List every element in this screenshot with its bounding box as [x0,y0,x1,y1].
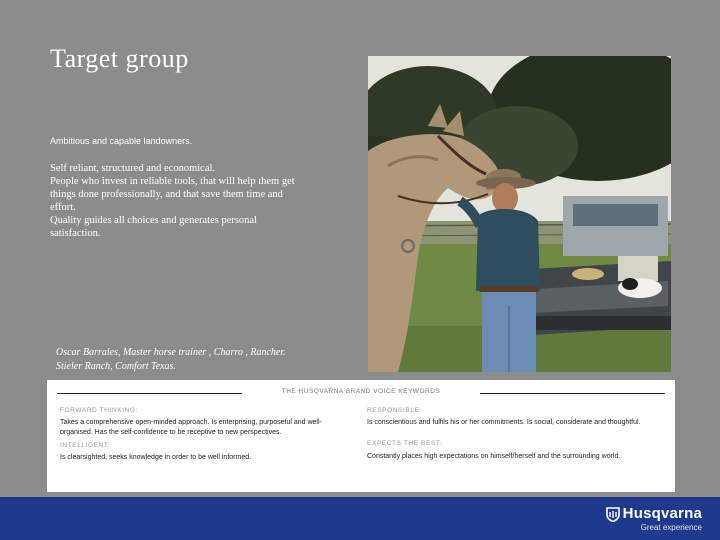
description-line: Quality guides all choices and generates personal [50,215,258,226]
description-line: People who invest in reliable tools, that will help them get [50,176,295,187]
keyword-text: Takes a comprehensive open-minded approach. Is enterprising, purposeful and well-organised. Has the self-confidence to be receptive to new perspectives. [60,419,322,436]
keyword-text: Is clearsighted, seeks knowledge in order to be well informed. [60,454,252,461]
keyword-label: EXPECTS THE BEST: [367,440,443,447]
intro-text: Ambitious and capable landowners. [50,136,193,146]
divider [480,393,665,394]
description [50,162,340,240]
keywords-heading: THE HUSQVARNA BRAND VOICE KEYWORDS [281,388,441,395]
caption-line: Stieler Ranch, Comfort Texas. [56,361,176,372]
keyword-label: RESPONSIBLE: [367,407,422,414]
footer-bar [0,497,720,540]
brand-row [606,505,702,522]
brand-tagline: Great experience [640,523,702,532]
keyword-text: Constantly places high expectations on himself/herself and the surrounding world. [367,453,621,460]
crown-emblem-icon [606,506,620,522]
description-line: things done professionally, and that save them time and [50,189,283,200]
description-line: Self reliant, structured and economical. [50,163,216,174]
keyword-label: INTELLIGENT: [60,442,111,449]
divider [57,393,242,394]
brand-keywords-panel [47,380,675,492]
caption-line: Oscar Barrales, Master horse trainer , Charro , Rancher. [56,347,286,358]
rancher-horse-photo [368,56,671,372]
slide-title: Target group [50,44,189,73]
brand-name: Husqvarna [622,505,702,522]
keyword-label: FORWARD THINKING: [60,407,138,414]
husqvarna-logo [606,505,702,532]
keyword-text: Is conscientious and fulfils his or her commitments. Is social, considerate and thoughtful. [367,419,641,426]
description-line: satisfaction. [50,228,101,239]
photo-caption [56,346,356,374]
description-line: effort. [50,202,76,213]
